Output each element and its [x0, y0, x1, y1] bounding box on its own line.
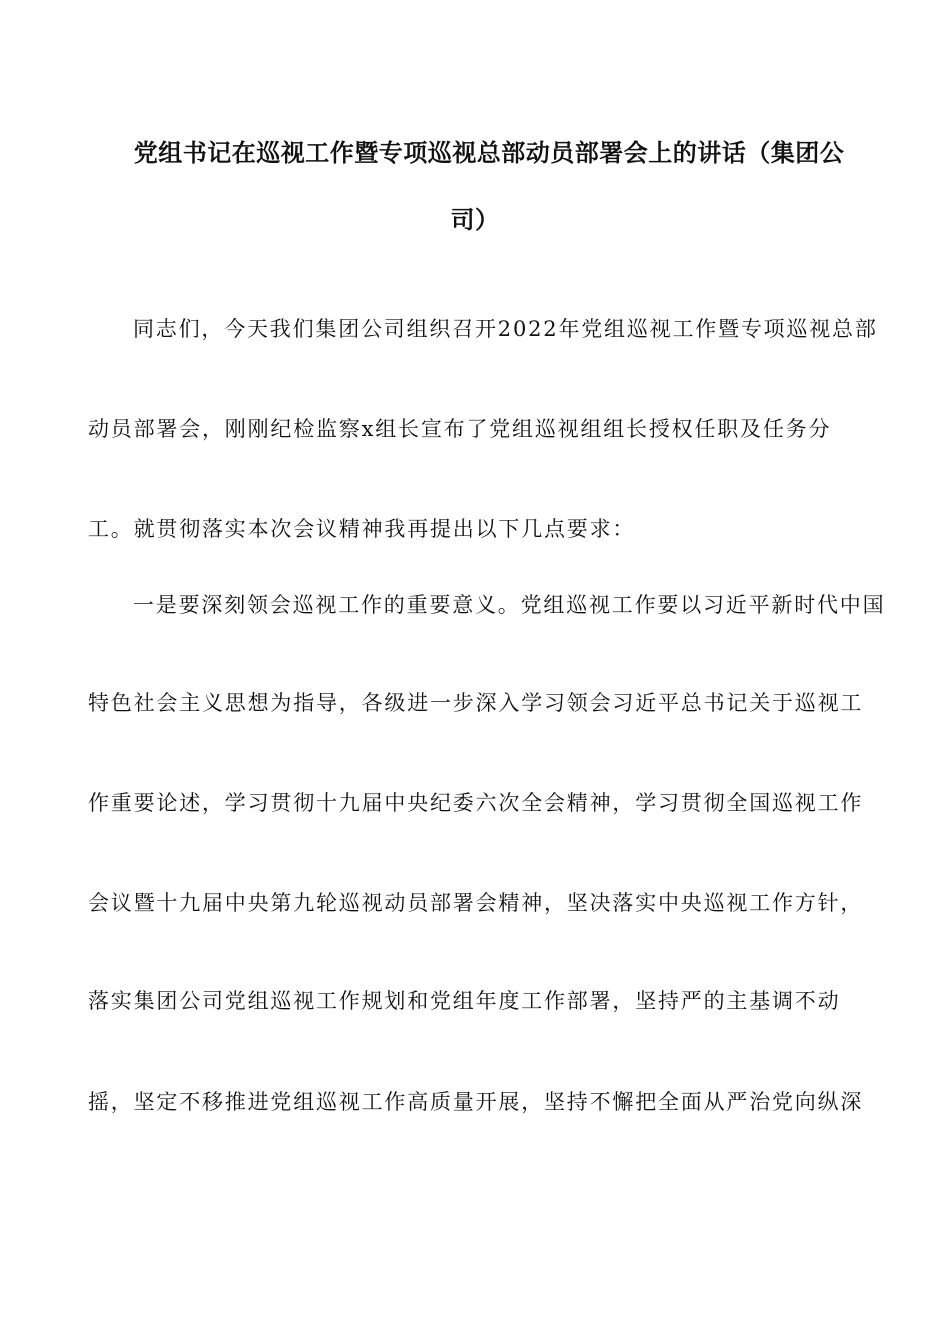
document-title-line-2: 司）	[450, 205, 500, 234]
paragraph-line: 会议暨十九届中央第九轮巡视动员部署会精神，坚决落实中央巡视工作方针，	[88, 891, 864, 915]
paragraph-line: 动员部署会，刚刚纪检监察x组长宣布了党组巡视组组长授权任职及任务分	[88, 417, 832, 441]
paragraph-line: 特色社会主义思想为指导，各级进一步深入学习领会习近平总书记关于巡视工	[88, 691, 864, 715]
paragraph-line: 摇，坚定不移推进党组巡视工作高质量开展，坚持不懈把全面从严治党向纵深	[88, 1090, 864, 1114]
document-title-line-1: 党组书记在巡视工作暨专项巡视总部动员部署会上的讲话（集团公	[133, 138, 845, 167]
paragraph-line: 落实集团公司党组巡视工作规划和党组年度工作部署，坚持严的主基调不动	[88, 989, 841, 1013]
paragraph-line: 同志们，今天我们集团公司组织召开2022年党组巡视工作暨专项巡视总部	[133, 317, 878, 341]
paragraph-line: 一是要深刻领会巡视工作的重要意义。党组巡视工作要以习近平新时代中国	[133, 593, 886, 617]
paragraph-line: 工。就贯彻落实本次会议精神我再提出以下几点要求：	[88, 517, 636, 541]
paragraph-line: 作重要论述，学习贯彻十九届中央纪委六次全会精神，学习贯彻全国巡视工作	[88, 791, 864, 815]
